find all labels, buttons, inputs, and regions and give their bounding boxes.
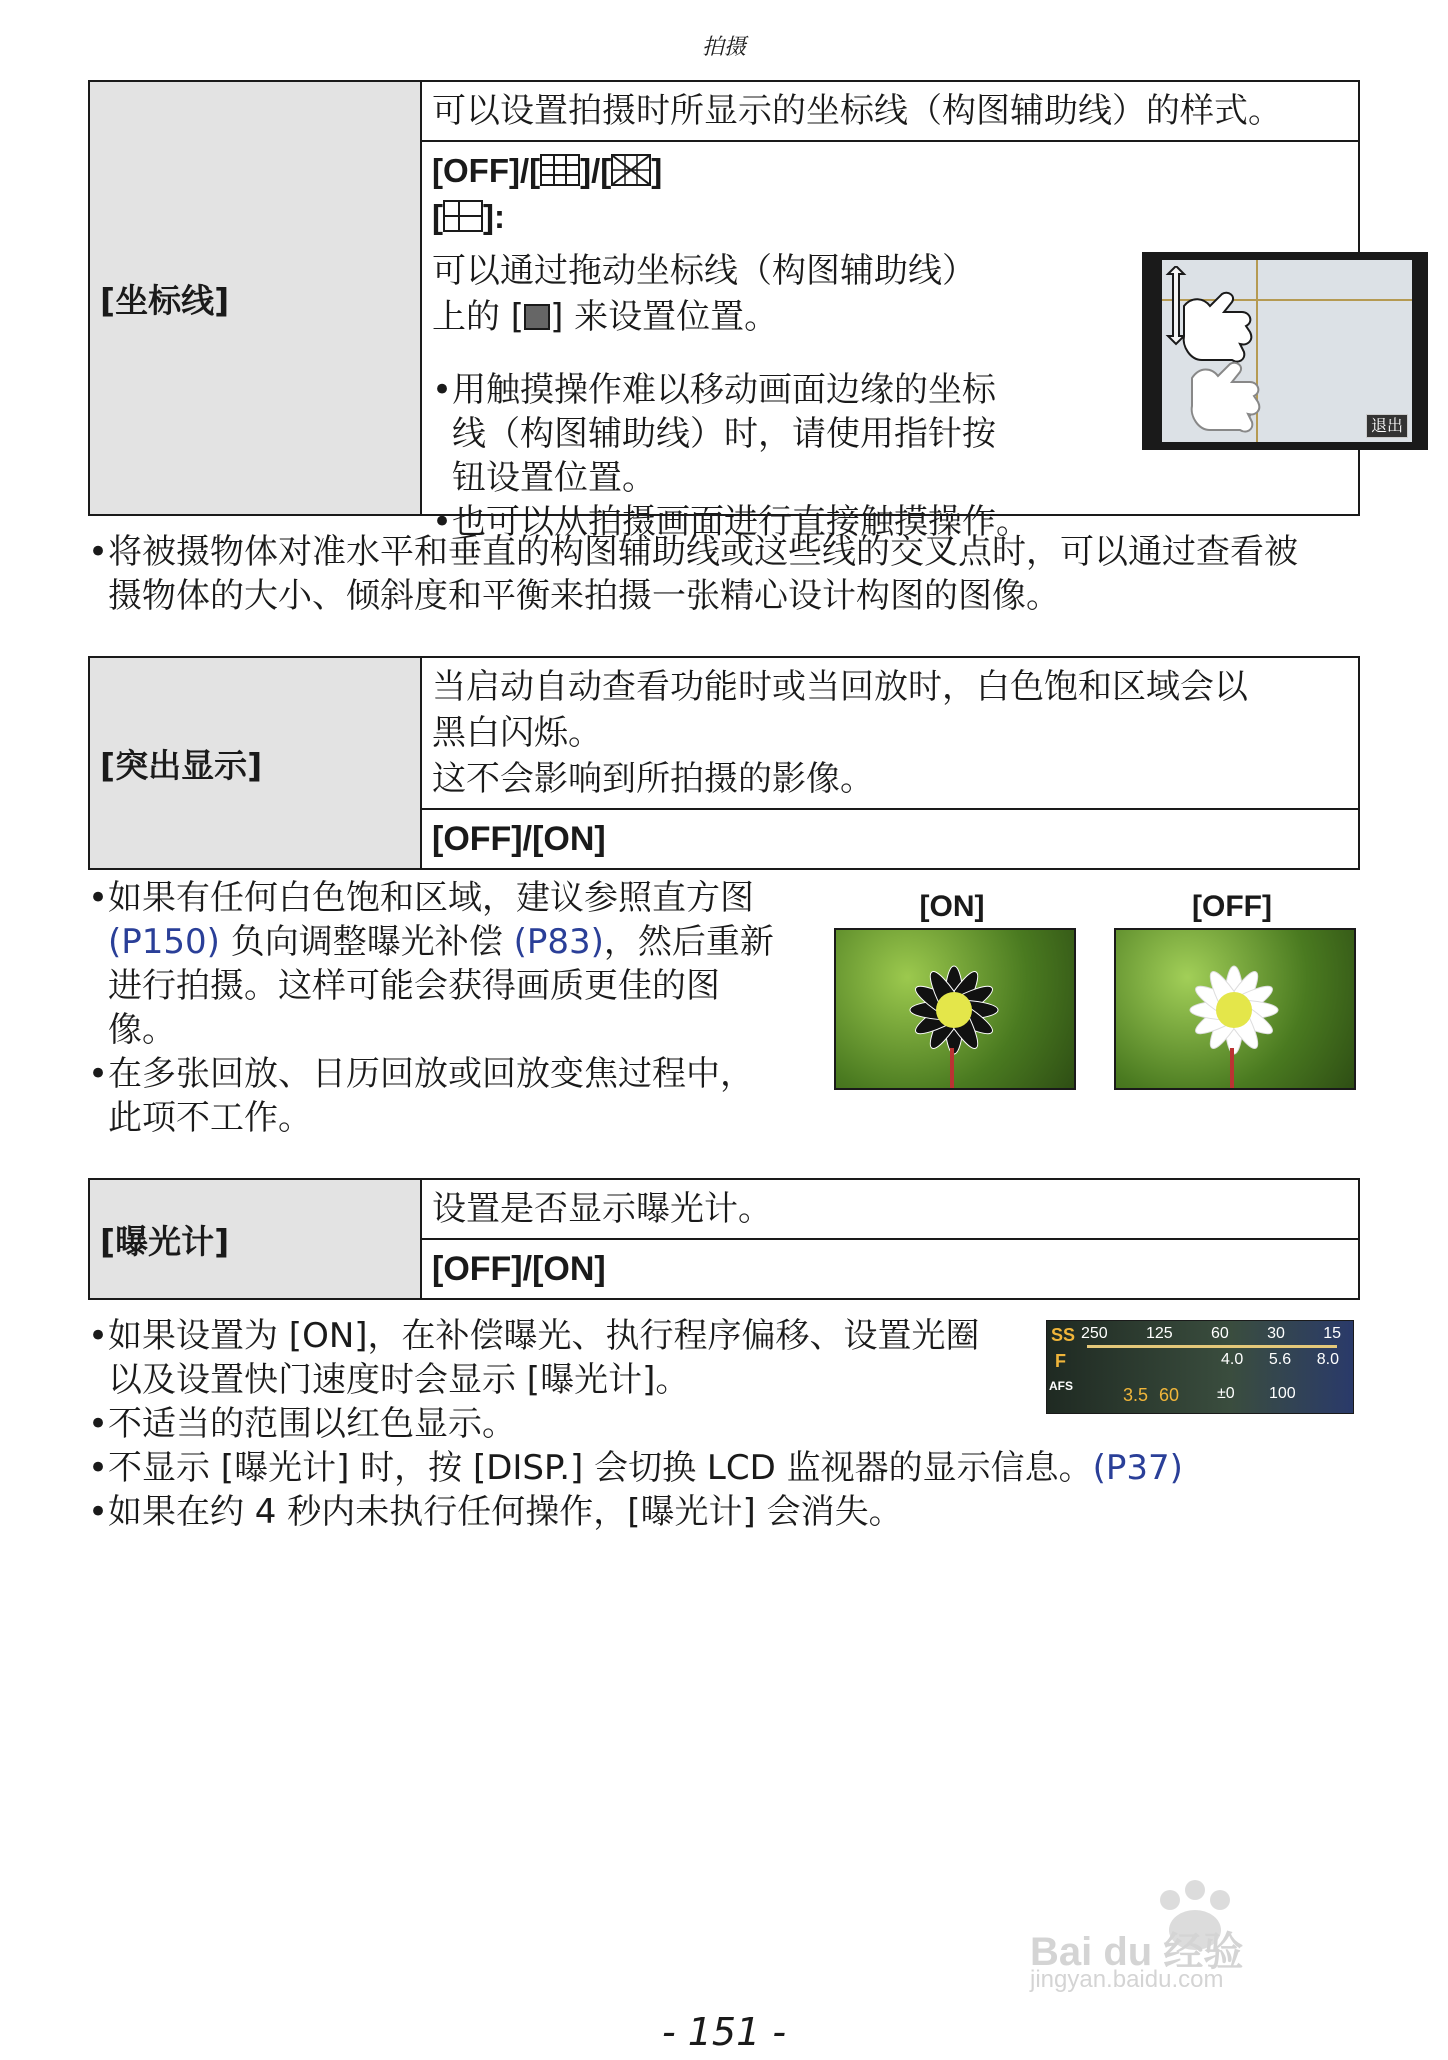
link-p83[interactable]: (P83) [513,922,604,962]
iso-readout: 100 [1269,1385,1296,1402]
meter-note-1: • 如果设置为 [ON]，在补偿曝光、执行程序偏移、设置光圈 以及设置快门速度时会显示 [曝光计]。 [88,1314,1378,1402]
grid-note [88,530,1368,618]
grid-movable-icon [443,200,483,232]
grid-diagonal-icon [611,154,651,186]
meter-note-2: • 不适当的范围以红色显示。 [88,1402,1378,1446]
watermark-url: jingyan.baidu.com [1030,1966,1224,1993]
highlight-note-2: • 在多张回放、日历回放或回放变焦过程中， 此项不工作。 [88,1052,788,1140]
watermark-brand: Bai du 经验 [1030,1930,1244,1974]
link-p150[interactable]: (P150) [108,922,220,962]
grid-bullet-1: • 用触摸操作难以移动画面边缘的坐标 线（构图辅助线）时，请使用指针按 钮设置位置。 [432,368,1030,500]
grid-bullets [432,368,1030,544]
grid-lcd-illustration [1142,252,1428,450]
highlight-desc: 当启动自动查看功能时或当回放时，白色饱和区域会以 黑白闪烁。 这不会影响到所拍摄的影像。 [421,657,1359,809]
grid-options-line2: [ ]: [432,198,505,235]
grid-line-table [88,80,1403,542]
shutter-readout: 3.5 [1123,1385,1149,1405]
highlight-label: [突出显示] [89,657,421,869]
grid-note-item: • 将被摄物体对准水平和垂直的构图辅助线或这些线的交叉点时，可以通过查看被 摄物体的大小、倾斜度和平衡来拍摄一张精心设计构图的图像。 [88,530,1368,618]
grid-options-line1: [OFF]/[ ]/[ ] [432,152,663,189]
meter-options: [OFF]/[ON] [421,1239,1359,1299]
link-p37[interactable]: (P37) [1092,1448,1183,1488]
grid-line-label: [坐标线] [89,81,421,515]
meter-label: [曝光计] [89,1179,421,1299]
highlight-options: [OFF]/[ON] [421,809,1359,869]
caption-off: [OFF] [1192,890,1272,923]
meter-note-4: • 如果在约 4 秒内未执行任何操作，[曝光计] 会消失。 [88,1490,1378,1534]
grid-line-desc: 可以设置拍摄时所显示的坐标线（构图辅助线）的样式。 [421,81,1359,141]
grid-drag-text: 可以通过拖动坐标线（构图辅助线） 上的 [ ] 来设置位置。 [432,251,976,337]
ev-readout: ±0 [1217,1385,1235,1402]
highlight-note-1: • 如果有任何白色饱和区域，建议参照直方图 (P150) 负向调整曝光补偿 (P83)，然后重新 进行拍摄。这样可能会获得画质更佳的图 像。 [88,876,788,1052]
aperture-readout: 60 [1159,1385,1180,1405]
baidu-watermark [1030,1880,1360,1993]
meter-notes [88,1314,1378,1534]
highlight-table [88,656,1360,870]
drag-handle-icon [524,304,550,330]
lcd-screen [1162,260,1412,442]
hand-drag-icon [1162,266,1282,436]
f-label: F [1055,1351,1066,1371]
meter-table [88,1178,1360,1300]
flower-photo-off [1114,928,1356,1090]
grid-line-options-cell [421,141,1403,542]
highlight-notes [88,876,788,1140]
ss-values: 250 125 60 30 15 [1081,1325,1341,1342]
ss-label: SS [1051,1325,1076,1345]
grid-bullet-2: • 也可以从拍摄画面进行直接触摸操作。 [432,500,1030,544]
flower-photo-on [834,928,1076,1090]
meter-note-3: • 不显示 [曝光计] 时，按 [DISP.] 会切换 LCD 监视器的显示信息。(P37) [88,1446,1378,1490]
grid-3x3-icon [540,154,580,186]
page-number: - 151 - [661,2010,787,2054]
exit-button[interactable]: 退出 [1366,414,1408,438]
afs-indicator: AFS [1049,1379,1073,1393]
caption-on: [ON] [919,890,985,923]
f-values: 4.0 5.6 8.0 [1221,1351,1339,1368]
meter-desc: 设置是否显示曝光计。 [421,1179,1359,1239]
page-header: 拍摄 [701,35,746,60]
